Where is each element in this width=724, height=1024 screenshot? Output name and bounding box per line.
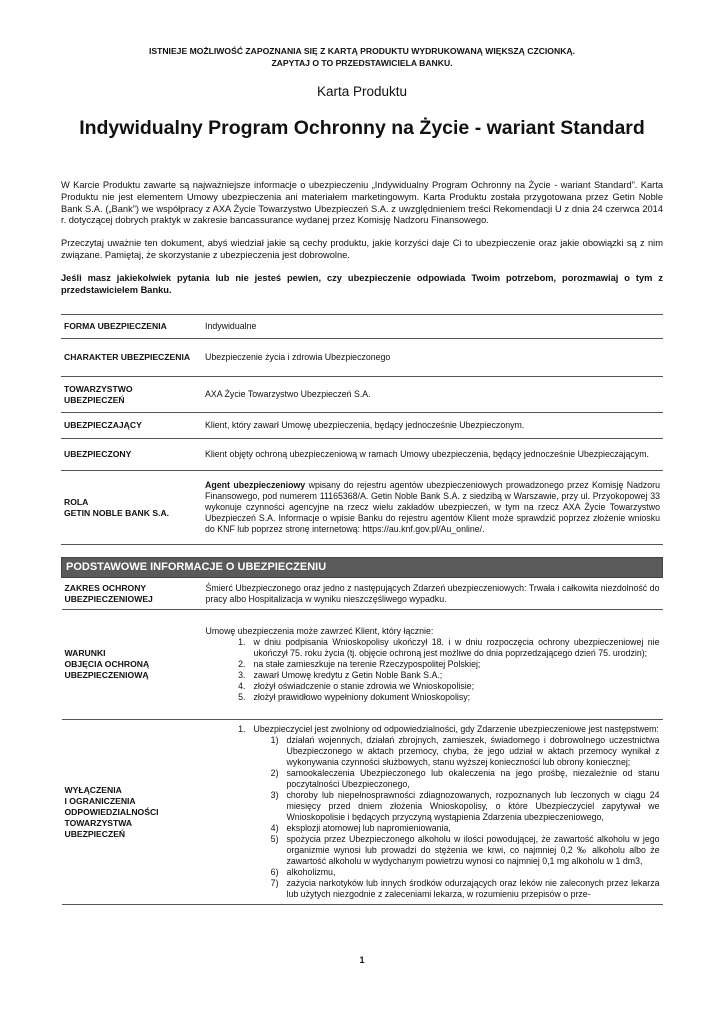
rola-value <box>195 471 663 545</box>
list-item-text: samookaleczenia Ubezpieczonego lub okaleczenia na jego prośbę, niezależnie od stanu poczytalności Ubezpieczonego, <box>286 768 660 789</box>
charakter-label: CHARAKTER UBEZPIECZENIA <box>61 339 195 377</box>
list-item <box>254 834 660 867</box>
basic-info-table <box>61 557 663 905</box>
ubezpieczajacy-label: UBEZPIECZAJĄCY <box>61 413 195 439</box>
list-item-text: złożył prawidłowo wypełniony dokument Wnioskopolisy; <box>253 692 471 702</box>
warunki-list <box>206 637 660 703</box>
table-header-row <box>62 558 663 578</box>
ubezpieczajacy-value: Klient, który zawarł Umowę ubezpieczenia, będący jednocześnie Ubezpieczonym. <box>195 413 663 439</box>
table-row <box>61 377 663 413</box>
warunki-label <box>62 610 196 720</box>
page-number: 1 <box>359 955 365 965</box>
charakter-value: Ubezpieczenie życia i zdrowia Ubezpieczonego <box>195 339 663 377</box>
wylaczenia-label-line-1: WYŁĄCZENIA <box>64 784 122 795</box>
list-item-text: złożył oświadczenie o stanie zdrowia we Wnioskopolisie; <box>253 681 475 691</box>
list-item-number: 1) <box>270 735 279 745</box>
towarzystwo-value: AXA Życie Towarzystwo Ubezpieczeń S.A. <box>195 377 663 413</box>
zakres-label: ZAKRES OCHRONY UBEZPIECZENIOWEJ <box>62 578 196 610</box>
table-row <box>61 315 663 339</box>
zakres-value: Śmierć Ubezpieczonego oraz jedno z następujących Zdarzeń ubezpieczeniowych: Trwała i całkowita niezdolność do pracy albo Hospitalizacja w wyniku nieszczęśliwego wypadku. <box>196 578 663 610</box>
list-item <box>254 867 660 878</box>
list-item <box>206 692 660 703</box>
rola-value-text: wpisany do rejestru agentów ubezpieczeniowych prowadzonego przez Komisję Nadzoru Finansowego, pod numerem 11165368/A. Getin Noble Bank S.A. z siedzibą w Warszawie, przy ul. Przyokopowej 33 wykonuje czynności agencyjne na rzecz wielu zakładów ubezpieczeń, w tym na rzecz AXA Życie Towarzystwo Ubezpieczeń S.A. Informacje o wpisie Banku do rejestru agentów Klient może sprawdzić poprzez złożenie wniosku do KNF lub poprzez stronę internetową: https://au.knf.gov.pl/Au_online/. <box>205 480 660 534</box>
intro-paragraph-2: Przeczytaj uważnie ten dokument, abyś wiedział jakie są cechy produktu, jakie korzyści daje Ci to ubezpieczenie oraz jakie obowiązki są z nim związane. Pamiętaj, że skorzystanie z ubezpieczenia jest dobrowolne. <box>61 238 663 260</box>
list-item-text: eksplozji atomowej lub napromieniowania, <box>286 823 451 833</box>
list-item-text: alkoholizmu, <box>286 867 336 877</box>
intro-paragraph-3: Jeśli masz jakiekolwiek pytania lub nie jesteś pewien, czy ubezpieczenie odpowiada Twoim potrzebom, porozmawiaj o tym z przedstawicielem Banku. <box>61 272 663 295</box>
list-item-number: 3. <box>238 670 246 680</box>
list-item-text: choroby lub niepełnosprawności zdiagnozowanych, rozpoznanych lub leczonych w ciągu 24 miesięcy przed dniem złożenia Wnioskopolisy, o które Ubezpieczyciel zapytywał we Wnioskopolisie i będących przyczyną wystąpienia Zdarzenia ubezpieczeniowego, <box>286 790 660 822</box>
list-item-number: 6) <box>270 867 279 877</box>
list-item-text: zawarł Umowę kredytu z Getin Noble Bank S.A.; <box>253 670 443 680</box>
list-item <box>206 659 660 670</box>
list-item-number: 5) <box>270 834 279 844</box>
forma-label: FORMA UBEZPIECZENIA <box>61 315 195 339</box>
list-item-number: 2. <box>238 659 246 669</box>
list-item-text: spożycia przez Ubezpieczonego alkoholu w ilości powodującej, że zawartość alkoholu w jego organizmie wynosi lub prowadzi do stężenia we krwi, co najmniej 0,2 ‰ alkoholu albo że zawartość alkoholu w wydychanym powietrzu wynosi co najmniej 0,1 mg alkoholu w 1 dm3, <box>286 834 660 866</box>
intro-paragraph-1: W Karcie Produktu zawarte są najważniejsze informacje o ubezpieczeniu „Indywidualny Program Ochronny na Życie - wariant Standard”. Karta Produktu nie jest elementem Umowy ubezpieczenia ani materiałem marketingowym. Karta Produktu została przygotowana przez Getin Noble Bank S.A. („Bank”) we współpracy z AXA Życie Towarzystwo Ubezpieczeń S.A. z uwzględnieniem treści Rekomendacji U z dnia 24 czerwca 2014 r. dotyczącej dobrych praktyk w zakresie bancassurance wydanej przez Komisję Nadzoru Finansowego. <box>61 180 663 226</box>
wylaczenia-list <box>206 735 660 900</box>
rola-label-line-1: ROLA <box>64 496 89 507</box>
list-item <box>206 637 660 659</box>
forma-value: Indywidualne <box>195 315 663 339</box>
table-row <box>62 720 663 905</box>
list-item-number: 3) <box>270 790 279 800</box>
list-item <box>206 681 660 692</box>
list-item <box>254 823 660 834</box>
rola-value-bold: Agent ubezpieczeniowy <box>205 480 306 490</box>
warunki-label-line-1: WARUNKI <box>64 648 106 658</box>
wylaczenia-intro-item <box>206 724 660 735</box>
rola-label <box>61 471 195 545</box>
document-subtitle: Karta Produktu <box>316 84 408 99</box>
list-item-number: 1. <box>238 724 246 734</box>
list-item-text: zażycia narkotyków lub innych środków odurzających oraz leków nie zaleconych przez lekarza lub użytych niezgodnie z zaleceniami lekarza, w rozumieniu przepisów o prze- <box>286 878 660 899</box>
list-item-number: 5. <box>238 692 246 702</box>
table-row <box>61 439 663 471</box>
wylaczenia-label <box>62 720 196 905</box>
list-item-number: 4) <box>270 823 279 833</box>
list-item <box>254 878 660 900</box>
warunki-label-line-3: UBEZPIECZENIOWĄ <box>64 670 149 680</box>
list-item <box>254 735 660 768</box>
list-item-number: 7) <box>270 878 279 888</box>
large-print-notice <box>60 45 664 69</box>
list-item-number: 2) <box>270 768 279 778</box>
list-item-number: 1. <box>238 637 246 647</box>
product-info-table <box>61 314 663 545</box>
list-item <box>206 670 660 681</box>
table-row <box>61 413 663 439</box>
table-row <box>62 578 663 610</box>
rola-label-line-2: GETIN NOBLE BANK S.A. <box>64 507 170 518</box>
document-title: Indywidualny Program Ochronny na Życie - wariant Standard <box>79 117 645 139</box>
basic-info-header: PODSTAWOWE INFORMACJE O UBEZPIECZENIU <box>62 558 663 578</box>
table-row <box>62 610 663 720</box>
wylaczenia-label-line-3: ODPOWIEDZIALNOŚCI <box>64 806 159 817</box>
intro-section <box>61 180 663 307</box>
wylaczenia-label-line-5: UBEZPIECZEŃ <box>64 828 126 839</box>
list-item-text: na stałe zamieszkuje na terenie Rzeczypospolitej Polskiej; <box>253 659 481 669</box>
warunki-intro: Umowę ubezpieczenia może zawrzeć Klient, który łącznie: <box>205 626 434 636</box>
table-row <box>61 471 663 545</box>
table-row <box>61 339 663 377</box>
wylaczenia-label-line-2: I OGRANICZENIA <box>64 795 136 806</box>
list-item-number: 4. <box>238 681 246 691</box>
list-item <box>254 790 660 823</box>
warunki-value <box>196 610 663 720</box>
wylaczenia-label-line-4: TOWARZYSTWA <box>64 817 133 828</box>
wylaczenia-intro: Ubezpieczyciel jest zwolniony od odpowiedzialności, gdy Zdarzenie ubezpieczeniowe jest następstwem: <box>253 724 659 734</box>
warunki-label-line-2: OBJĘCIA OCHRONĄ <box>64 659 150 669</box>
list-item-text: w dniu podpisania Wnioskopolisy ukończył 18. i w dniu rozpoczęcia ochrony ubezpieczeniowej nie ukończył 75. roku życia (tj. objęcie ochroną jest możliwe do dnia poprzedzającego dzień 75. urodzin); <box>253 637 660 658</box>
ubezpieczony-value: Klient objęty ochroną ubezpieczeniową w ramach Umowy ubezpieczenia, będący jednocześnie Ubezpieczającym. <box>195 439 663 471</box>
notice-line-1: ISTNIEJE MOŻLIWOŚĆ ZAPOZNANIA SIĘ Z KARTĄ PRODUKTU WYDRUKOWANĄ WIĘKSZĄ CZCIONKĄ. <box>148 46 575 56</box>
list-item <box>254 768 660 790</box>
notice-line-2: ZAPYTAJ O TO PRZEDSTAWICIELA BANKU. <box>271 58 453 68</box>
wylaczenia-value <box>196 720 663 905</box>
towarzystwo-label: TOWARZYSTWO UBEZPIECZEŃ <box>61 377 195 413</box>
ubezpieczony-label: UBEZPIECZONY <box>61 439 195 471</box>
list-item-text: działań wojennych, działań zbrojnych, zamieszek, świadomego i dobrowolnego uczestnictwa Ubezpieczonego w aktach przemocy, chyba, że jego udział w aktach przemocy wynikał z wykonywania czynności służbowych, stanu wyższej konieczności lub obrony koniecznej; <box>286 735 660 767</box>
